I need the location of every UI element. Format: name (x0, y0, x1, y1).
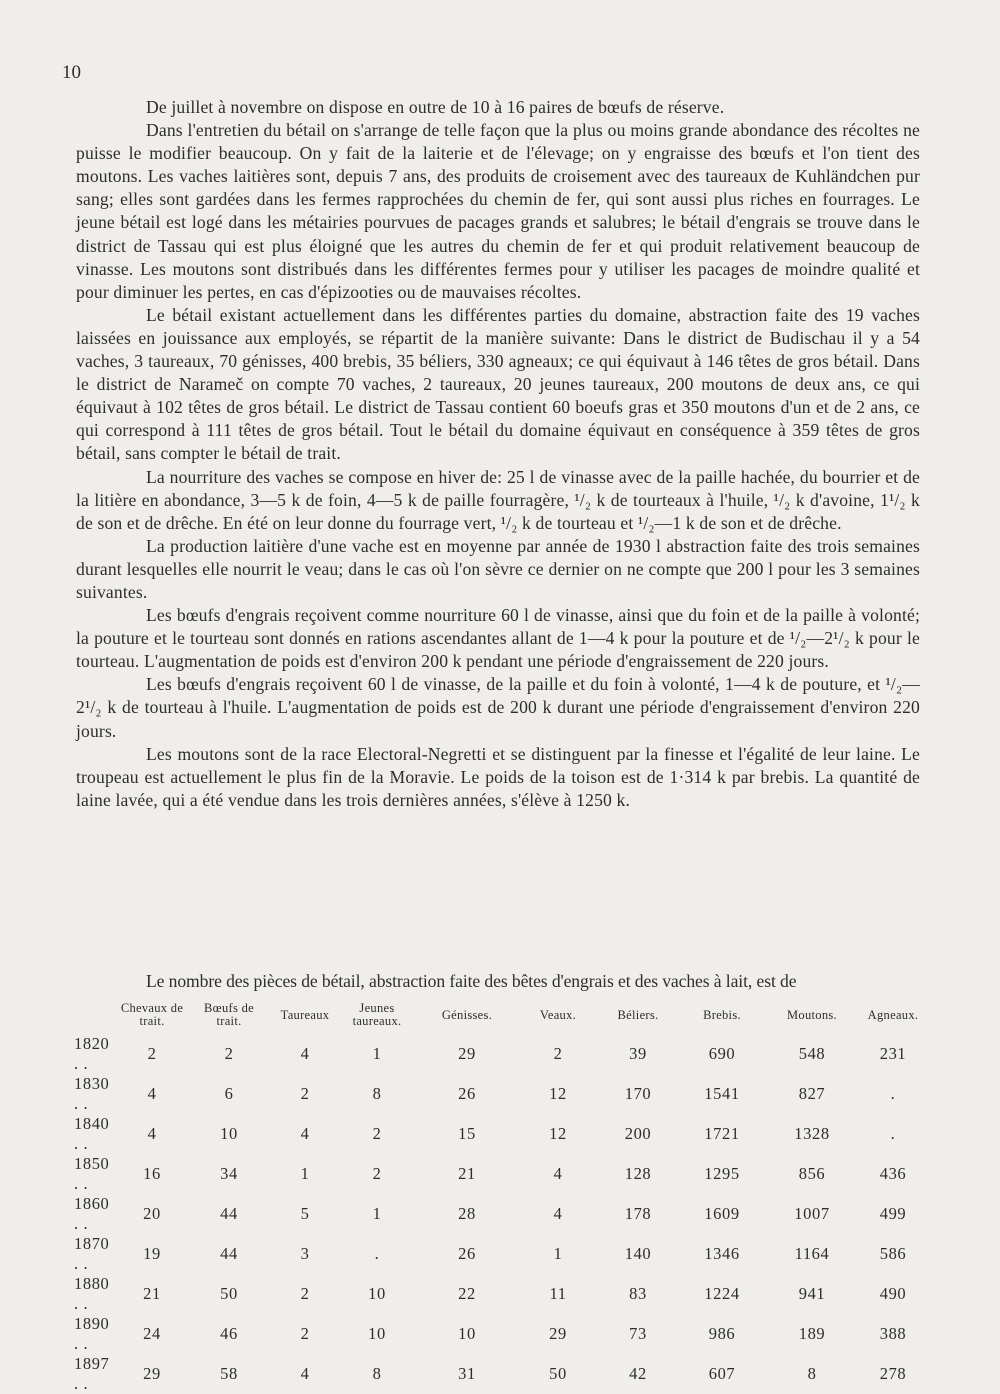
column-header: Agneaux. (867, 1007, 919, 1022)
table-cell: 26 (458, 1244, 476, 1263)
year-cell: 1880 . . (74, 1274, 110, 1313)
table-cell: 1224 (704, 1284, 740, 1303)
table-row (72, 1234, 924, 1274)
table-cell: 128 (624, 1164, 652, 1183)
table-row (72, 1274, 924, 1314)
table-cell: 827 (798, 1084, 826, 1103)
table-cell: 941 (798, 1284, 826, 1303)
table-cell: 15 (458, 1124, 476, 1143)
table-cell: 29 (458, 1044, 476, 1063)
year-cell: 1820 . . (74, 1034, 110, 1073)
column-header: Taureaux (280, 1007, 330, 1022)
table-cell: 44 (220, 1204, 238, 1223)
table-cell: 22 (458, 1284, 476, 1303)
table-row (72, 1194, 924, 1234)
table-cell: 73 (629, 1324, 647, 1343)
table-cell: 2 (300, 1084, 310, 1103)
table-cell: 278 (879, 1364, 907, 1383)
table-cell: 1007 (794, 1204, 830, 1223)
paragraph: La production laitière d'une vache est en moyenne par année de 1930 l abstraction faite des trois semaines durant lesquelles elle nourrit le veau; dans le cas où l'on sèvre ce dernier on ne compte que 200 l pour les 3 semaines suivantes. (76, 535, 920, 602)
table-cell: 690 (708, 1044, 736, 1063)
column-header: Béliers. (617, 1007, 659, 1022)
table-cell: 12 (549, 1084, 567, 1103)
table-cell: 29 (549, 1324, 567, 1343)
paragraph: Les bœufs d'engrais reçoivent 60 l de vinasse, de la paille et du foin à volonté, 1—4 k de pouture, et ¹/₂—2¹/₂ k de tourteau à l'huile. L'augmentation de poids est de 200 k durant une période d'engraissement d'environ 220 jours. (76, 674, 920, 741)
table-cell: 1 (300, 1164, 310, 1183)
table-row (72, 1354, 924, 1394)
year-cell: 1830 . . (74, 1074, 110, 1113)
column-header: Chevaux de trait. (120, 1001, 184, 1028)
table-cell: 21 (143, 1284, 161, 1303)
table-cell: 1541 (704, 1084, 740, 1103)
table-cell: 2 (300, 1324, 310, 1343)
paragraph: De juillet à novembre on dispose en outre de 10 à 16 paires de bœufs de réserve. (146, 97, 725, 117)
table-cell: 4 (300, 1364, 310, 1383)
table-cell: . (374, 1244, 380, 1263)
table-cell: 8 (807, 1364, 817, 1383)
table-cell: 20 (143, 1204, 161, 1223)
table-cell: 388 (879, 1324, 907, 1343)
table-row (72, 1074, 924, 1114)
paragraph: Dans l'entretien du bétail on s'arrange de telle façon que la plus ou moins grande abondance des récoltes ne puisse le modifier beaucoup. On y fait de la laiterie et de l'élevage; on y engraisse des bœufs et l'on tient des moutons. Les vaches laitières sont, depuis 7 ans, des produits de croisement avec des taureaux de Kuhländchen pur sang; elles sont gardées dans les fermes rapprochées du chemin de fer, qui sont aussi plus riches en fourrages. Le jeune bétail est logé dans les métairies pourvues de pacages grands et salubres; le bétail d'engrais se trouve dans le district de Tassau qui est plus éloigné que les autres du chemin de fer et qui produit relativement beaucoup de vinasse. Les moutons sont distribués dans les différentes fermes pour y utiliser les pacages de moindre qualité et pour diminuer les pertes, en cas d'épizooties ou de mauvaises récoltes. (76, 120, 920, 302)
table-cell: 548 (798, 1044, 826, 1063)
year-cell: 1860 . . (74, 1194, 110, 1233)
table-cell: 21 (458, 1164, 476, 1183)
table-row (72, 1314, 924, 1354)
table-cell: 5 (300, 1204, 310, 1223)
page-number: 10 (62, 62, 81, 83)
paragraph: La nourriture des vaches se compose en hiver de: 25 l de vinasse avec de la paille hachée, du bourrier et de la litière en abondance, 3—5 k de foin, 4—5 k de paille fourragère, ¹/₂ k de tourteaux à l'huile, ¹/₂ k d'avoine, 1¹/₂ k de son et de drêche. En été on leur donne du fourrage vert, ¹/₂ k de tourteau et ¹/₂—1 k de son et de drêche. (76, 466, 920, 533)
body-text (76, 96, 920, 812)
table-cell: 490 (879, 1284, 907, 1303)
table-header-row (72, 1000, 924, 1034)
table-cell: 586 (879, 1244, 907, 1263)
table-cell: 178 (624, 1204, 652, 1223)
table-cell: 986 (708, 1324, 736, 1343)
table-cell: 44 (220, 1244, 238, 1263)
paragraph: Les bœufs d'engrais reçoivent comme nourriture 60 l de vinasse, ainsi que du foin et de la paille à volonté; la pouture et le tourteau sont donnés en rations ascendantes allant de 1—4 k pour la pouture et de ¹/₂—2¹/₂ k pour le tourteau. L'augmentation de poids est d'environ 200 k pendant une période d'engraissement de 220 jours. (76, 605, 920, 672)
table-cell: . (890, 1124, 896, 1143)
table-cell: 4 (300, 1124, 310, 1143)
table-cell: 1721 (704, 1124, 740, 1143)
table-cell: 10 (368, 1284, 386, 1303)
table-cell: 28 (458, 1204, 476, 1223)
table-cell: 12 (549, 1124, 567, 1143)
table-row (72, 1034, 924, 1074)
table-cell: 16 (143, 1164, 161, 1183)
table-cell: 31 (458, 1364, 476, 1383)
table-cell: 83 (629, 1284, 647, 1303)
table-cell: 200 (624, 1124, 652, 1143)
column-header: Veaux. (539, 1007, 577, 1022)
year-cell: 1850 . . (74, 1154, 110, 1193)
table-cell: 46 (220, 1324, 238, 1343)
table-row (72, 1114, 924, 1154)
table-cell: 1295 (704, 1164, 740, 1183)
table-cell: 4 (300, 1044, 310, 1063)
table-cell: 1346 (704, 1244, 740, 1263)
table-cell: 34 (220, 1164, 238, 1183)
table-cell: 4 (553, 1204, 563, 1223)
table-cell: 499 (879, 1204, 907, 1223)
column-header: Brebis. (703, 1007, 741, 1022)
table-cell: 10 (458, 1324, 476, 1343)
column-header: Bœufs de trait. (204, 1001, 254, 1028)
column-header: Moutons. (787, 1007, 837, 1022)
table-cell: 11 (549, 1284, 567, 1303)
table-cell: 2 (224, 1044, 234, 1063)
table-cell: 607 (708, 1364, 736, 1383)
table-cell: 10 (368, 1324, 386, 1343)
table-cell: 1 (553, 1244, 563, 1263)
table-body (72, 1034, 924, 1394)
table-cell: 2 (553, 1044, 563, 1063)
table-row (72, 1154, 924, 1194)
table-cell: 1 (372, 1204, 382, 1223)
column-header (72, 1000, 114, 1034)
table-cell: 39 (629, 1044, 647, 1063)
table-cell: 58 (220, 1364, 238, 1383)
table-cell: 4 (553, 1164, 563, 1183)
table-cell: 24 (143, 1324, 161, 1343)
table-cell: 170 (624, 1084, 652, 1103)
table-cell: 8 (372, 1084, 382, 1103)
table-cell: 2 (372, 1124, 382, 1143)
table-cell: 26 (458, 1084, 476, 1103)
table-cell: 42 (629, 1364, 647, 1383)
table-cell: 189 (798, 1324, 826, 1343)
table-cell: 4 (147, 1084, 157, 1103)
year-cell: 1897 . . (74, 1354, 110, 1393)
livestock-table (72, 1000, 924, 1394)
table-cell: 10 (220, 1124, 238, 1143)
table-cell: 8 (372, 1364, 382, 1383)
table-cell: 19 (143, 1244, 161, 1263)
table-cell: 1609 (704, 1204, 740, 1223)
paragraph: Le bétail existant actuellement dans les différentes parties du domaine, abstraction faite des 19 vaches laissées en jouissance aux employés, se répartit de la manière suivante: Dans le district de Budischau il y a 54 vaches, 3 taureaux, 70 génisses, 400 brebis, 35 béliers, 330 agneaux; ce qui équivaut à 146 têtes de gros bétail. Dans le district de Naramеč on compte 70 vaches, 2 taureaux, 20 jeunes taureaux, 200 moutons de deux ans, ce qui équivaut à 102 têtes de gros bétail. Le district de Tassau contient 60 boeufs gras et 350 moutons d'un et de 2 ans, ce qui correspond à 111 têtes de gros bétail. Tout le bétail du domaine équivaut en conséquence à 359 têtes de gros bétail, sans compter le bétail de trait. (76, 304, 920, 464)
year-cell: 1890 . . (74, 1314, 110, 1353)
table-cell: 231 (879, 1044, 907, 1063)
table-lead: Le nombre des pièces de bétail, abstraction faite des bêtes d'engrais et des vaches à lait, est de (146, 971, 797, 991)
table-cell: 1164 (794, 1244, 830, 1263)
year-cell: 1870 . . (74, 1234, 110, 1273)
table-cell: 6 (224, 1084, 234, 1103)
table-cell: 856 (798, 1164, 826, 1183)
table-cell: 3 (300, 1244, 310, 1263)
table-cell: 29 (143, 1364, 161, 1383)
table-cell: 50 (549, 1364, 567, 1383)
table-cell: . (890, 1084, 896, 1103)
table-cell: 50 (220, 1284, 238, 1303)
table-cell: 436 (879, 1164, 907, 1183)
column-header: Jeunes taureaux. (352, 1001, 402, 1028)
table-cell: 2 (372, 1164, 382, 1183)
table-cell: 4 (147, 1124, 157, 1143)
column-header: Génisses. (441, 1007, 493, 1022)
table-cell: 2 (300, 1284, 310, 1303)
table-cell: 140 (624, 1244, 652, 1263)
table-cell: 2 (147, 1044, 157, 1063)
paragraph: Les moutons sont de la race Electoral-Negretti et se distinguent par la finesse et l'égalité de leur laine. Le troupeau est actuellement le plus fin de la Moravie. Le poids de la toison est de 1·314 k par brebis. La quantité de laine lavée, qui a été vendue dans les trois dernières années, s'élève à 1250 k. (76, 743, 920, 810)
table-cell: 1328 (794, 1124, 830, 1143)
year-cell: 1840 . . (74, 1114, 110, 1153)
table-cell: 1 (372, 1044, 382, 1063)
